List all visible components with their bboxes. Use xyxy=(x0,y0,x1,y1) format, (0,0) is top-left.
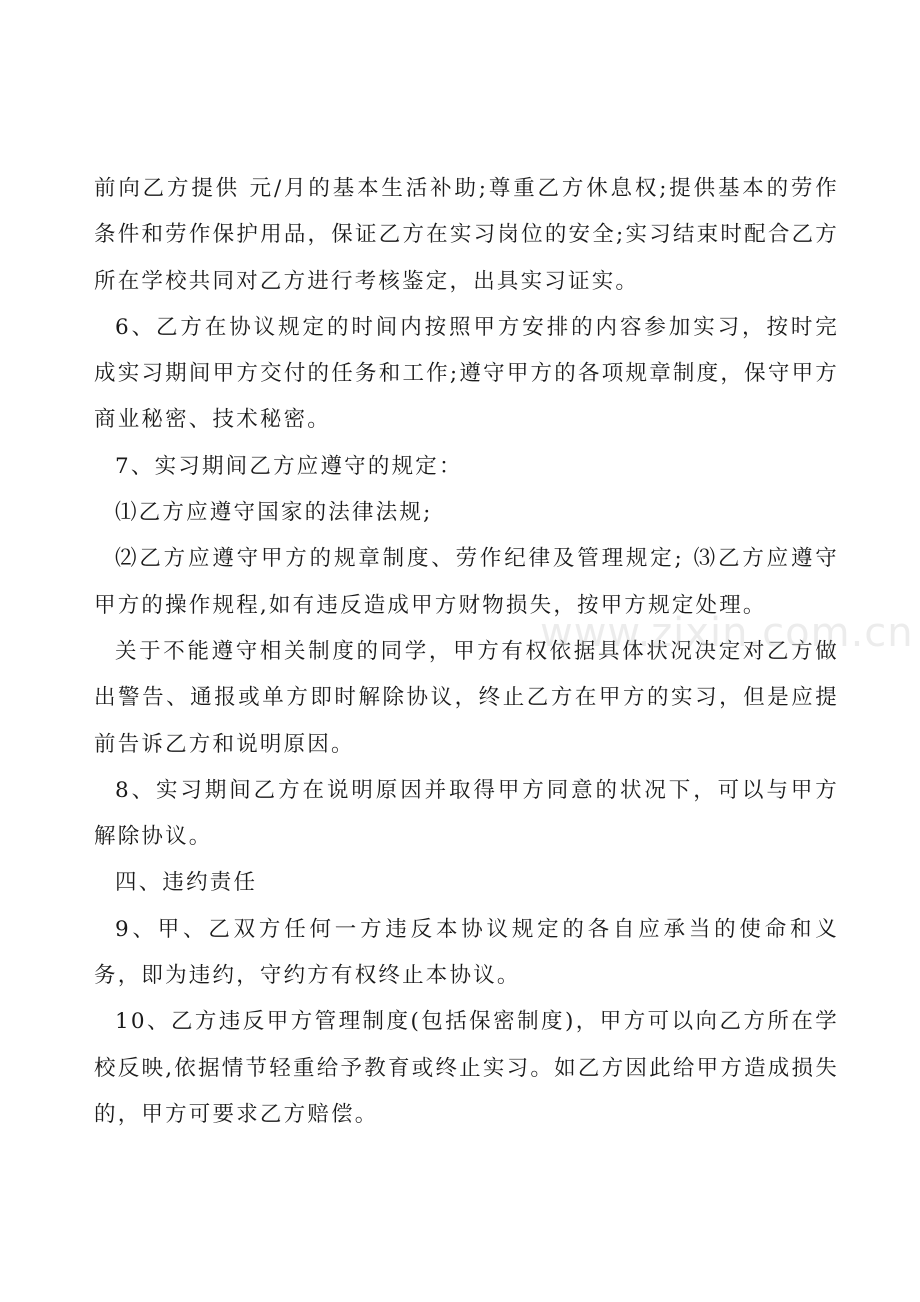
paragraph-clause-7-item-1: ⑴乙方应遵守国家的法律法规; xyxy=(115,500,433,526)
watermark: www.zixin.com.cn xyxy=(540,610,914,656)
paragraph-continuation: 前向乙方提供 元/月的基本生活补助;尊重乙方休息权;提供基本的劳作条件和劳作保护用品，保证乙方在实习岗位的安全;实习结束时配合乙方所在学校共同对乙方进行考核鉴定，出具实习证实。 xyxy=(94,176,839,294)
paragraph-clause-8: 8、实习期间乙方在说明原因并取得甲方同意的状况下，可以与甲方解除协议。 xyxy=(94,777,839,850)
paragraph-clause-10: 10、乙方违反甲方管理制度(包括保密制度)，甲方可以向乙方所在学校反映,依据情节轻重给予教育或终止实习。如乙方因此给甲方造成损失的，甲方可要求乙方赔偿。 xyxy=(94,1009,839,1127)
paragraph-clause-9: 9、甲、乙双方任何一方违反本协议规定的各自应承当的使命和义务，即为违约，守约方有权终止本协议。 xyxy=(94,916,839,989)
paragraph-clause-7: 7、实习期间乙方应遵守的规定： xyxy=(115,453,463,479)
paragraph-clause-7-item-2-3: ⑵乙方应遵守甲方的规章制度、劳作纪律及管理规定; ⑶乙方应遵守甲方的操作规程,如有违反造成甲方财物损失，按甲方规定处理。 xyxy=(94,546,839,618)
paragraph-violation-handling: 关于不能遵守相关制度的同学，甲方有权依据具体状况决定对乙方做出警告、通报或单方即时解除协议，终止乙方在甲方的实习，但是应提前告诉乙方和说明原因。 xyxy=(94,638,839,757)
document-body xyxy=(94,166,839,1138)
paragraph-clause-6: 6、乙方在协议规定的时间内按照甲方安排的内容参加实习，按时完成实习期间甲方交付的任务和工作;遵守甲方的各项规章制度，保守甲方商业秘密、技术秘密。 xyxy=(94,314,839,433)
section-heading-liability: 四、违约责任 xyxy=(115,870,258,896)
